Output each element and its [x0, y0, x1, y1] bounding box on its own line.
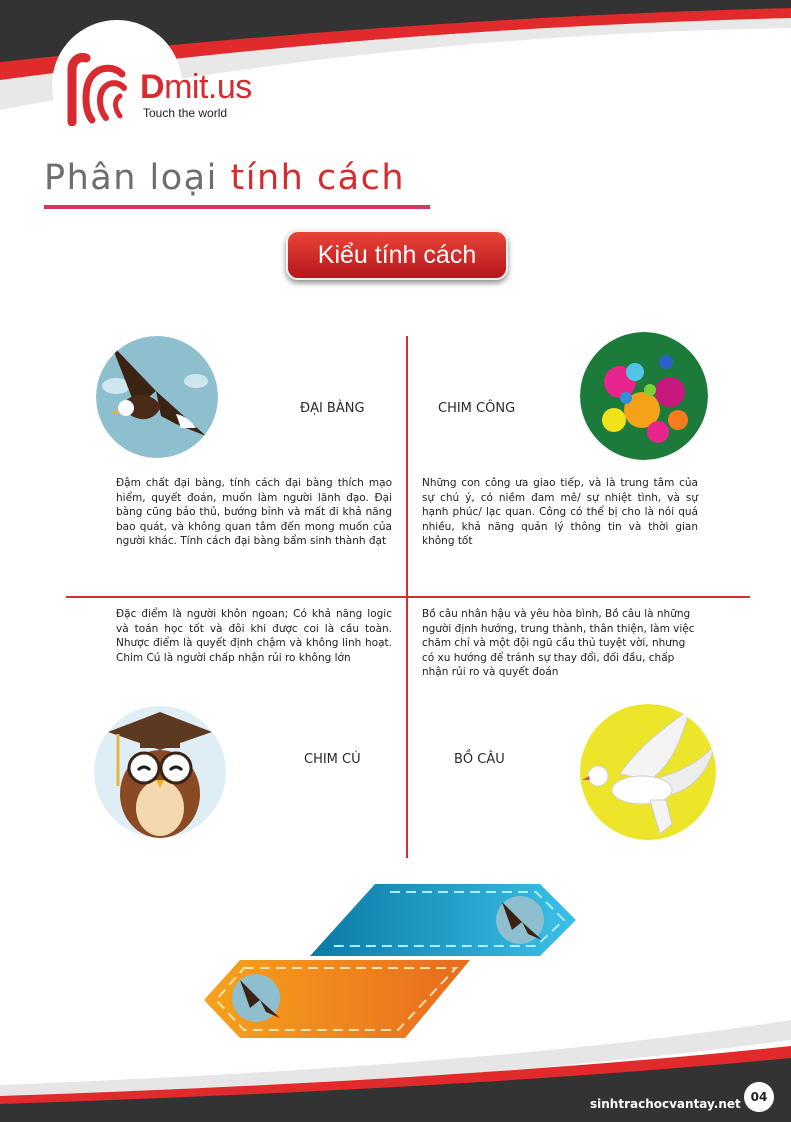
- type-description-peacock: Những con công ưa giao tiếp, và là trung tâm của sự chú ý, có niềm đam mê/ sự nhiệt tình, và sự hạnh phúc/ lạc quan. Công có thể bị cho là nói quá nhiều, khả năng quản lý thông tin và thời gian không tốt: [422, 477, 698, 547]
- type-description-eagle: Đậm chất đại bàng, tính cách đại bàng thích mạo hiểm, quyết đoán, muốn làm người lãnh đạo. Đại bàng cũng bảo thủ, bướng bỉnh và mất đi khả năng bao quát, và không quan tâm đến mong muốn của người khác. Tính cách đại bàng bẩm sinh thành đạt: [116, 477, 392, 547]
- page-title: [44, 158, 405, 198]
- peacock-icon: [580, 332, 708, 460]
- type-name-peacock: CHIM CÔNG: [438, 401, 516, 416]
- section-badge: Kiểu tính cách: [286, 230, 508, 280]
- owl-icon: [94, 706, 226, 838]
- page-title-plain: Phân loại: [44, 158, 218, 198]
- type-description-dove: Bồ câu nhân hậu và yêu hòa bình, Bồ câu là những người định hướng, trung thành, thân thiện, làm việc chăm chỉ và một đội ngũ cầu thủ tuyệt vời, nhưng có xu hướng để tránh sự thay đổi, đối đầu, chấp nhận rủi ro và quyết đoán: [422, 608, 695, 678]
- page-number-badge: 04: [744, 1082, 774, 1112]
- logo-wordmark-bold: D: [140, 68, 165, 106]
- page-title-highlight: tính cách: [230, 158, 406, 198]
- type-description-owl: Đặc điểm là người khôn ngoan; Có khả năng logic và toán học tốt và đôi khi được coi là cầu toàn. Nhược điểm là quyết định chậm và không linh hoạt. Chim Cú là người chấp nhận rủi ro không lớn: [116, 608, 392, 664]
- quadrant-divider-horizontal: [66, 596, 750, 598]
- dove-icon: [580, 704, 716, 840]
- logo-tagline: Touch the world: [143, 106, 228, 120]
- eagle-icon: [96, 336, 218, 458]
- type-name-owl: CHIM CÚ: [304, 752, 361, 767]
- logo-fingerprint-icon: [62, 50, 140, 126]
- type-name-eagle: ĐẠI BÀNG: [300, 401, 365, 416]
- decorative-banners: [200, 880, 580, 1042]
- title-underline: [44, 205, 430, 209]
- footer-website: sinhtrachocvantay.net: [590, 1097, 741, 1111]
- type-name-dove: BỒ CÂU: [454, 752, 505, 767]
- logo-wordmark-rest: mit.us: [164, 68, 252, 106]
- logo-wordmark: [140, 68, 252, 107]
